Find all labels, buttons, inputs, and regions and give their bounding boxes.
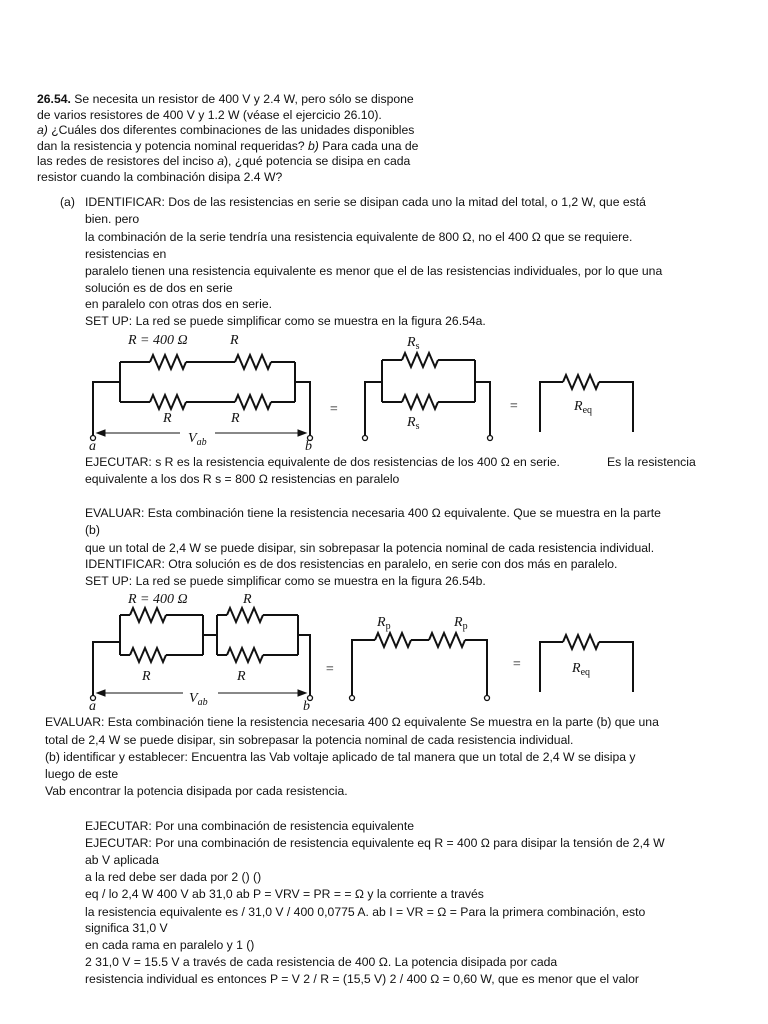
text-line: que un total de 2,4 W se puede disipar, sin sobrepasar la potencia nominal de cada resistencia individual. — [85, 541, 655, 555]
resistor-label: R — [230, 333, 239, 348]
equals-sign: = — [509, 399, 519, 414]
text-line: paralelo tienen una resistencia equivalente es menor que el de las resistencias individuales, por lo que una — [85, 264, 663, 278]
text-line: 2 31,0 V = 15.5 V a través de cada resistencia de 400 Ω. La potencia disipada por cada — [85, 955, 558, 969]
resistor-label: R — [142, 669, 151, 684]
text-line: (b) identificar y establecer: Encuentra las Vab voltaje aplicado de tal manera que un total de 2,4 W se disipa y — [45, 750, 636, 764]
equals-sign: = — [329, 402, 339, 417]
text-line: eq / lo 2,4 W 400 V ab 31,0 ab P = VRV = PR = = Ω y la corriente a través — [85, 887, 484, 901]
part-a-marker: (a) — [60, 195, 75, 209]
node-label-a: a — [89, 699, 96, 714]
problem-number: 26.54. — [37, 92, 71, 106]
resistor-label: $R_s$ — [407, 415, 420, 432]
text-line: la combinación de la serie tendría una resistencia equivalente de 800 Ω, no el 400 Ω que se requiere. — [85, 230, 633, 244]
resistor-label: $R_p$ — [454, 615, 468, 632]
text-line: EJECUTAR: Por una combinación de resistencia equivalente — [85, 819, 415, 833]
node-label-b: b — [305, 439, 312, 454]
text-line: IDENTIFICAR: Otra solución es de dos resistencias en paralelo, en serie con dos más en paralelo. — [85, 557, 618, 571]
text-line: EVALUAR: Esta combinación tiene la resistencia necesaria 400 Ω equivalente Se muestra en la parte (b) que una — [45, 715, 659, 729]
voltage-label: $V_{ab}$ — [188, 431, 207, 448]
resistor-label: $R_p$ — [377, 615, 391, 632]
text-line: a la red debe ser dada por 2 () () — [85, 870, 262, 884]
figure-26-54a — [85, 330, 645, 455]
text-line: equivalente a los dos R s = 800 Ω resistencias en paralelo — [85, 472, 400, 486]
text-line: EJECUTAR: s R es la resistencia equivalente de dos resistencias de los 400 Ω en serie. — [85, 455, 560, 469]
resistor-label: $R_{eq}$ — [574, 399, 593, 416]
resistor-label: R — [237, 669, 246, 684]
resistor-label: $R_s$ — [407, 335, 420, 352]
text-line: significa 31,0 V — [85, 921, 168, 935]
node-label-a: a — [89, 439, 96, 454]
resistor-label: R = 400 Ω — [128, 333, 188, 348]
text-line: total de 2,4 W se puede disipar, sin sobrepasar la potencia nominal de cada resistencia individual. — [45, 733, 574, 747]
text-line: solución es de dos en serie — [85, 281, 233, 295]
text-line: EVALUAR: Esta combinación tiene la resistencia necesaria 400 Ω equivalente. Que se muestra en la parte — [85, 506, 661, 520]
resistor-label: R = 400 Ω — [128, 592, 188, 607]
text-line: Es la resistencia — [607, 455, 696, 469]
figure-26-54b — [85, 590, 645, 715]
text-line: en cada rama en paralelo y 1 () — [85, 938, 255, 952]
text-line: Vab encontrar la potencia disipada por cada resistencia. — [45, 784, 348, 798]
resistor-label: R — [243, 592, 252, 607]
text-line: IDENTIFICAR: Dos de las resistencias en serie se disipan cada uno la mitad del total, o 1,2 W, que está — [85, 195, 646, 209]
resistor-label: R — [231, 411, 240, 426]
resistor-label: $R_{eq}$ — [572, 661, 591, 678]
problem-statement: 26.54. Se necesita un resistor de 400 V y 2.4 W, pero sólo se dispone de varios resistores de 400 V y 1.2 W (véase el ejercicio 26.10). a) ¿Cuáles dos diferentes combinaciones de las unidades disponibles dan la resistencia y potencia nominal requeridas? b) Para cada una de las redes de resistores del inciso a), ¿qué potencia se disipa en cada resistor cuando la combinación disipa 2.4 W? — [37, 92, 419, 184]
text-line: bien. pero — [85, 212, 140, 226]
text-line: resistencias en — [85, 247, 167, 261]
text-line: resistencia individual es entonces P = V 2 / R = (15,5 V) 2 / 400 Ω = 0,60 W, que es menor que el valor — [85, 972, 639, 986]
voltage-label: $V_{ab}$ — [189, 691, 208, 708]
text-line: EJECUTAR: Por una combinación de resistencia equivalente eq R = 400 Ω para disipar la tensión de 2,4 W — [85, 836, 665, 850]
node-label-b: b — [303, 699, 310, 714]
equals-sign: = — [325, 662, 335, 677]
text-line: ab V aplicada — [85, 853, 159, 867]
text-line: SET UP: La red se puede simplificar como se muestra en la figura 26.54a. — [85, 314, 486, 328]
text-line: en paralelo con otras dos en serie. — [85, 297, 272, 311]
resistor-label: R — [163, 411, 172, 426]
equals-sign: = — [512, 657, 522, 672]
text-line: SET UP: La red se puede simplificar como se muestra en la figura 26.54b. — [85, 574, 486, 588]
text-line: la resistencia equivalente es / 31,0 V / 400 0,0775 A. ab I = VR = Ω = Para la primera combinación, esto — [85, 905, 646, 919]
text-line: luego de este — [45, 767, 119, 781]
text-line: (b) — [85, 523, 100, 537]
